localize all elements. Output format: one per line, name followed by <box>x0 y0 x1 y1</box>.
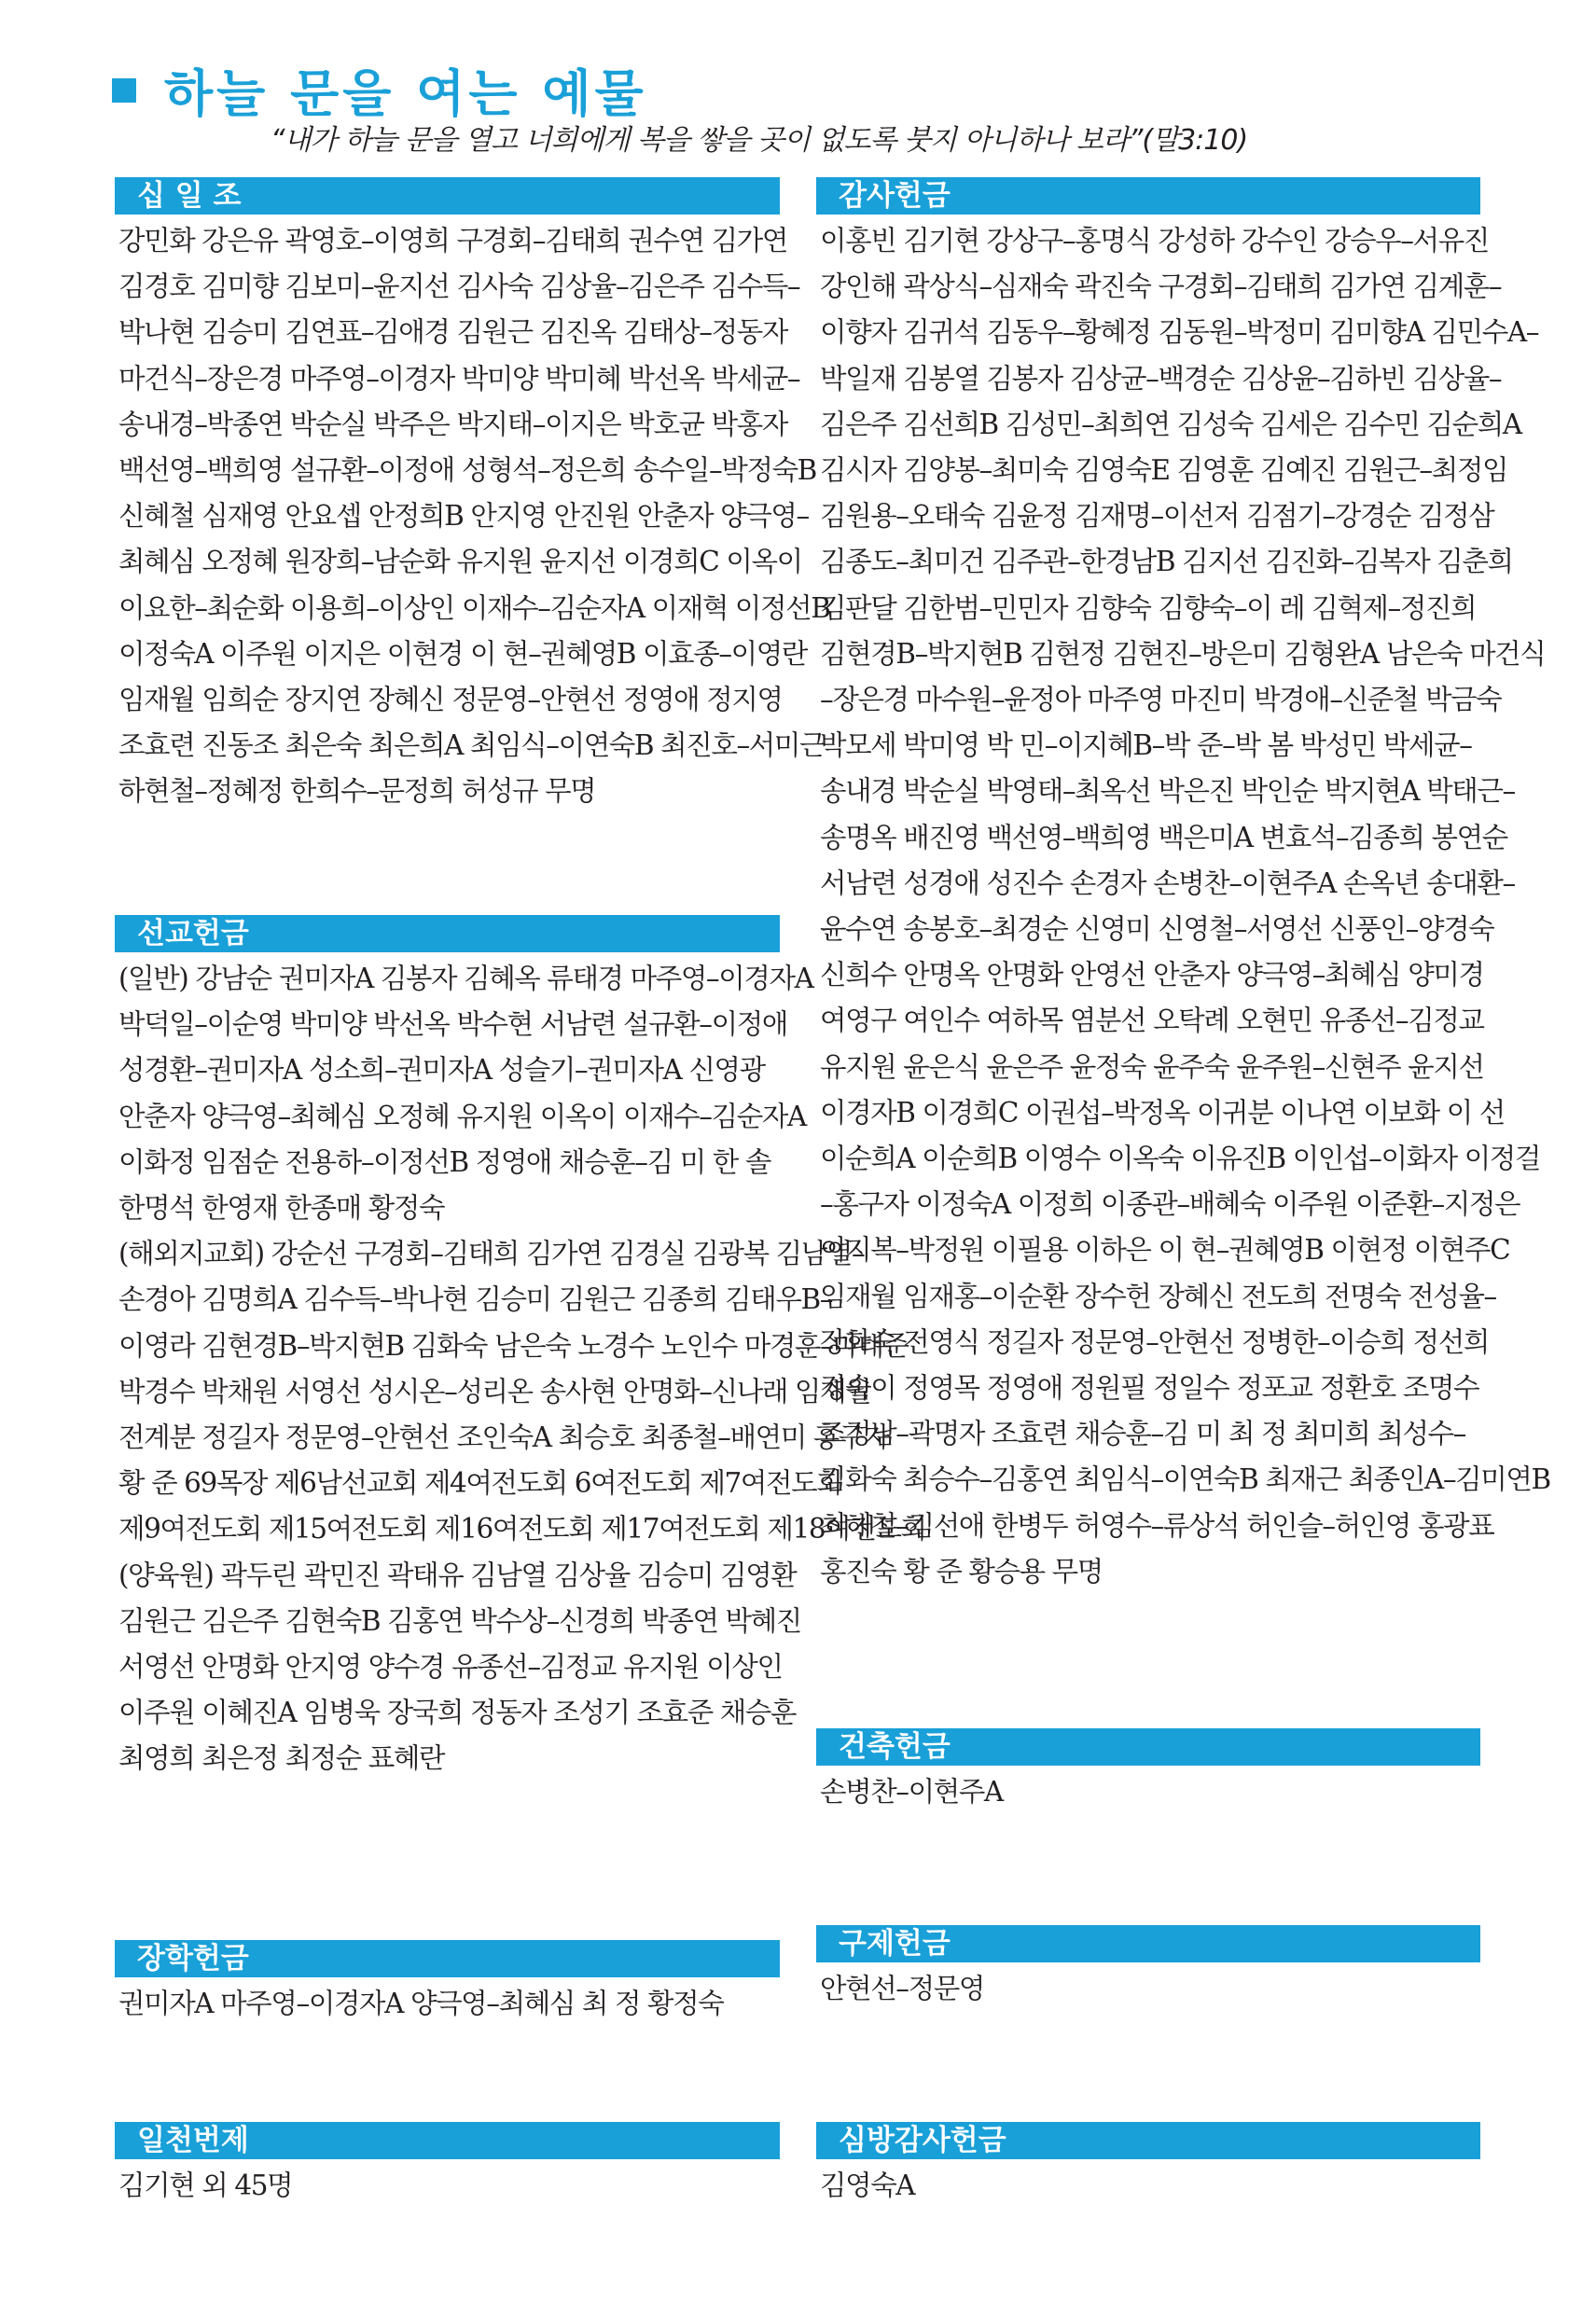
section-relief <box>816 1925 1480 2012</box>
donor-line: 마건식–장은경 마주영–이경자 박미양 박미혜 박선옥 박세균– <box>118 362 800 395</box>
section-scholarship <box>115 1940 780 2027</box>
donor-line: 서남련 성경애 성진수 손경자 손병찬–이현주A 손옥년 송대환– <box>820 866 1515 899</box>
donor-line: 손병찬–이현주A <box>820 1776 1003 1808</box>
donor-line: 손경아 김명희A 김수득–박나현 김승미 김원근 김종희 김태우B– <box>118 1283 833 1316</box>
donor-line: 김기현 외 45명 <box>118 2169 293 2201</box>
square-bullet-icon <box>112 78 136 103</box>
donor-line: 박경수 박채원 서영선 성시온–성리온 송사현 안명화–신나래 임재월 <box>118 1375 871 1407</box>
donor-line: 이영라 김현경B–박지현B 김화숙 남은숙 노경수 노인수 마경훈–마태준 <box>118 1329 909 1362</box>
donor-line: 권미자A 마주영–이경자A 양극영–최혜심 최 정 황정숙 <box>118 1988 724 2019</box>
donor-line: 황 준 69목장 제6남선교회 제4여전도회 6여전도회 제7여전도회 <box>118 1467 842 1500</box>
donor-line: 신희수 안명옥 안명화 안영선 안춘자 양극영–최혜심 양미경 <box>820 959 1484 991</box>
donor-line: 이순희A 이순희B 이영수 이옥숙 이유진B 이인섭–이화자 이정걸 <box>820 1143 1541 1175</box>
donor-line: 장화숙 전영식 정길자 정문영–안현선 정병한–이승희 정선희 <box>820 1325 1489 1358</box>
donor-line: 정숙이 정영목 정영애 정원필 정일수 정포교 정환호 조명수 <box>820 1372 1479 1405</box>
donor-line: 송내경–박종연 박순실 박주은 박지태–이지은 박호균 박홍자 <box>118 408 787 440</box>
donor-line: 서영선 안명화 안지영 양수경 유종선–김정교 유지원 이상인 <box>118 1651 783 1684</box>
donor-line: 임재월 임희순 장지연 장혜신 정문영–안현선 정영애 정지영 <box>118 684 783 716</box>
donor-line: 이홍빈 김기현 강상구–홍명식 강성하 강수인 강승우–서유진 <box>820 225 1489 256</box>
section-heading-thanks: 감사헌금 <box>816 177 1480 215</box>
donor-line: 김시자 김양봉–최미숙 김영숙E 김영훈 김예진 김원근–최정임 <box>820 454 1508 487</box>
section-body-building <box>816 1769 1480 1815</box>
donor-line: 이화정 임점순 전용하–이정선B 정영애 채승훈–김 미 한 솔 <box>118 1145 770 1178</box>
donor-line: 강민화 강은유 곽영호–이영희 구경회–김태희 권수연 김가연 <box>118 225 787 256</box>
donor-line: (양육원) 곽두린 곽민진 곽태유 김남열 김상율 김승미 김영환 <box>118 1559 797 1591</box>
section-body-visit <box>816 2163 1480 2209</box>
section-heading-tithe: 십 일 조 <box>115 177 780 215</box>
donor-line: 제9여전도회 제15여전도회 제16여전도회 제17여전도회 제18여전도회 <box>118 1513 926 1546</box>
section-heading-relief: 구제헌금 <box>816 1925 1480 1962</box>
scripture-verse: “내가 하늘 문을 열고 너희에게 복을 쌓을 곳이 없도록 붓지 아니하나 보라”(말3:10) <box>271 124 1248 157</box>
donor-line: (해외지교회) 강순선 구경회–김태희 김가연 김경실 김광복 김남열– <box>118 1238 865 1270</box>
section-tithe <box>115 177 830 815</box>
donor-line: 김판달 김한범–민민자 김향숙 김향숙–이 레 김혁제–정진희 <box>820 591 1477 624</box>
donor-line: 박나현 김승미 김연표–김애경 김원근 김진옥 김태상–정동자 <box>118 316 787 349</box>
donor-line: 윤수연 송봉호–최경순 신영미 신영철–서영선 신풍인–양경숙 <box>820 913 1494 946</box>
section-heading-scholarship: 장학헌금 <box>115 1940 780 1977</box>
donor-line: 전계분 정길자 정문영–안현선 조인숙A 최승호 최종철–배연미 홍구자 <box>118 1421 890 1454</box>
section-body-relief <box>816 1966 1480 2012</box>
section-heading-mission: 선교헌금 <box>115 915 780 952</box>
section-body-scholarship <box>115 1981 780 2027</box>
donor-line: 홍진숙 황 준 황승용 무명 <box>820 1555 1103 1587</box>
donor-line: 박일재 김봉열 김봉자 김상균–백경순 김상윤–김하빈 김상율– <box>820 362 1502 395</box>
section-body-firstthousand <box>115 2163 780 2209</box>
donor-line: 조효련 진동조 최은숙 최은희A 최임식–이연숙B 최진호–서미근 <box>118 729 826 762</box>
donor-line: 이향자 김귀석 김동우–황혜정 김동원–박정미 김미향A 김민수A– <box>820 316 1539 349</box>
donor-line: 유지원 윤은식 윤은주 윤정숙 윤주숙 윤주원–신현주 윤지선 <box>820 1050 1484 1083</box>
donor-line: 강인해 곽상식–심재숙 곽진숙 구경회–김태희 김가연 김계훈– <box>820 270 1502 303</box>
donor-line: 박덕일–이순영 박미양 박선옥 박수현 서남련 설규환–이정애 <box>118 1008 787 1041</box>
donor-line: 김경호 김미향 김보미–윤지선 김사숙 김상율–김은주 김수득– <box>118 270 800 303</box>
donor-line: 이정숙A 이주원 이지은 이현경 이 현–권혜영B 이효종–이영란 <box>118 637 807 670</box>
section-heading-firstthousand: 일천번제 <box>115 2122 780 2159</box>
donor-line: 안춘자 양극영–최혜심 오정혜 유지원 이옥이 이재수–김순자A <box>118 1100 806 1132</box>
donor-line: 여영구 여인수 여하목 염분선 오탁례 오현민 유종선–김정교 <box>820 1005 1484 1037</box>
donor-line: 신혜철 심재영 안요셉 안정희B 안지영 안진원 안춘자 양극영– <box>118 500 809 533</box>
donor-line: –장은경 마수원–윤정아 마주영 마진미 박경애–신준철 박금숙 <box>820 684 1502 716</box>
donor-line: 최혜심 오정혜 원장희–남순화 유지원 윤지선 이경희C 이옥이 <box>118 546 802 578</box>
page-header <box>112 54 1492 126</box>
donor-line: 김화숙 최승수–김홍연 최임식–이연숙B 최재근 최종인A–김미연B <box>820 1463 1550 1496</box>
donor-line: 임재월 임재홍–이순환 장수헌 장혜신 전도희 전명숙 전성율– <box>820 1280 1496 1312</box>
page-title <box>112 54 1492 126</box>
page-title-text: 하늘 문을 여는 예물 <box>164 64 647 123</box>
section-body-tithe <box>115 218 830 815</box>
donor-line: 한명석 한영재 한종매 황정숙 <box>118 1192 445 1225</box>
donor-line: 조정남–곽명자 조효련 채승훈–김 미 최 정 최미희 최성수– <box>820 1418 1466 1450</box>
section-building <box>816 1728 1480 1815</box>
section-heading-visit: 심방감사헌금 <box>816 2122 1480 2159</box>
section-heading-building: 건축헌금 <box>816 1728 1480 1766</box>
section-thanks <box>816 177 1550 1595</box>
section-body-thanks <box>816 218 1550 1595</box>
donor-line: 성경환–권미자A 성소희–권미자A 성슬기–권미자A 신영광 <box>118 1054 765 1087</box>
donor-line: 김원근 김은주 김현숙B 김홍연 박수상–신경희 박종연 박혜진 <box>118 1604 801 1637</box>
donor-line: 김영숙A <box>820 2169 915 2201</box>
donor-line: 백선영–백희영 설규환–이정애 성형석–정은희 송수일–박정숙B <box>118 454 816 487</box>
donor-line: –홍구자 이정숙A 이정희 이종관–배혜숙 이주원 이준환–지정은 <box>820 1188 1520 1221</box>
donor-line: 김종도–최미건 김주관–한경남B 김지선 김진화–김복자 김춘희 <box>820 546 1513 578</box>
section-firstthousand <box>115 2122 780 2209</box>
donor-line: 최영희 최은정 최정순 표혜란 <box>118 1742 445 1775</box>
donor-line: 김현경B–박지현B 김현정 김현진–방은미 김형완A 남은숙 마건식 <box>820 637 1546 670</box>
donor-line: 박모세 박미영 박 민–이지혜B–박 준–박 봄 박성민 박세균– <box>820 729 1472 762</box>
donor-line: 송내경 박순실 박영태–최옥선 박은진 박인순 박지현A 박태근– <box>820 775 1515 808</box>
donor-line: 송명옥 배진영 백선영–백희영 백은미A 변효석–김종희 봉연순 <box>820 821 1507 853</box>
donor-line: 이주원 이혜진A 임병욱 장국희 정동자 조성기 조효준 채승훈 <box>118 1697 797 1729</box>
donor-line: 하현철–정혜정 한희수–문정희 허성규 무명 <box>118 775 596 808</box>
donor-line: 김은주 김선희B 김성민–최희연 김성숙 김세은 김수민 김순희A <box>820 408 1521 440</box>
donor-line: 안현선–정문영 <box>820 1973 984 2004</box>
donor-line: 이경자B 이경희C 이권섭–박정옥 이귀분 이나연 이보화 이 선 <box>820 1096 1505 1129</box>
donor-line: 이지복–박정원 이필용 이하은 이 현–권혜영B 이현정 이현주C <box>820 1234 1510 1267</box>
donor-line: (일반) 강남순 권미자A 김봉자 김혜옥 류태경 마주영–이경자A <box>118 963 813 994</box>
donor-line: 김원용–오태숙 김윤정 김재명–이선저 김점기–강경순 김정삼 <box>820 500 1494 533</box>
donor-line: 최해철–김선애 한병두 허영수–류상석 허인슬–허인영 홍광표 <box>820 1509 1494 1542</box>
section-visit <box>816 2122 1480 2209</box>
donor-line: 이요한–최순화 이용희–이상인 이재수–김순자A 이재혁 이정선B <box>118 591 830 624</box>
